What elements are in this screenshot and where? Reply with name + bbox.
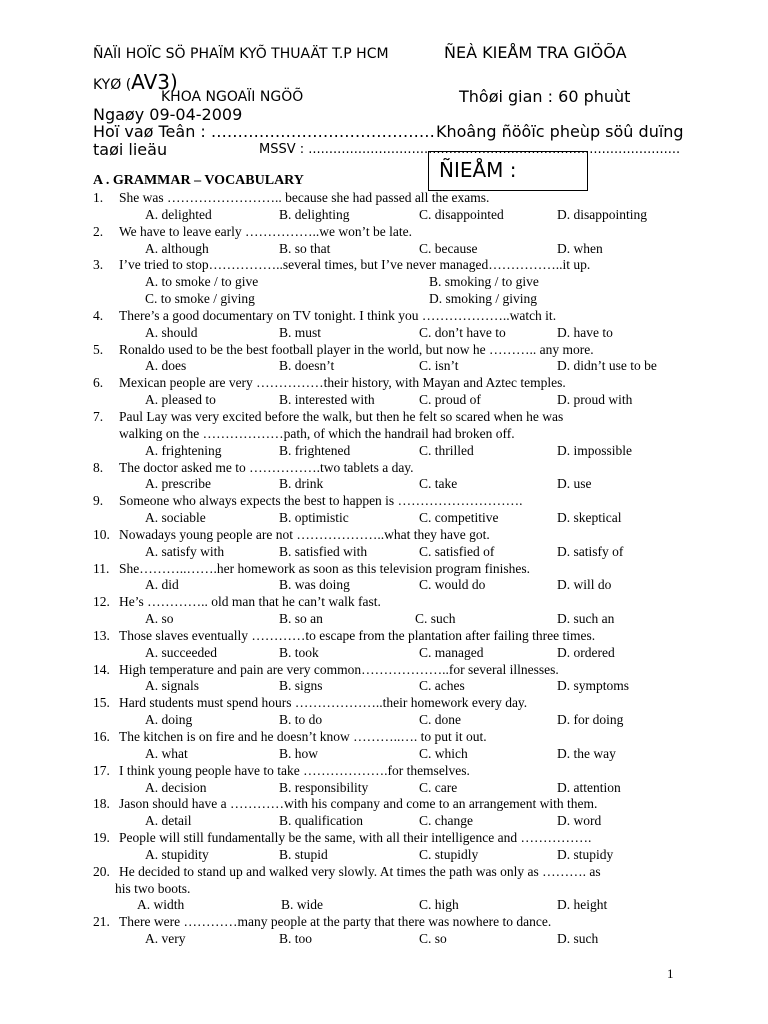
answer-options-row xyxy=(93,207,693,224)
question-stem xyxy=(93,628,693,645)
answer-option[interactable]: A. frightening xyxy=(145,442,222,458)
question-stem xyxy=(93,257,693,274)
answer-option[interactable]: D. the way xyxy=(557,745,616,761)
answer-option[interactable]: A. did xyxy=(145,577,179,593)
answer-option[interactable]: B. so an xyxy=(279,611,323,627)
answer-options-row xyxy=(93,544,693,561)
question-stem xyxy=(93,914,693,931)
answer-option[interactable]: C. done xyxy=(419,712,461,728)
question-stem-cont xyxy=(93,426,693,443)
question-stem xyxy=(93,409,693,426)
exam-date: Ngaøy 09-04-2009 xyxy=(93,105,243,124)
question-number: 13. xyxy=(93,627,110,643)
answer-option[interactable]: C. satisfied of xyxy=(419,543,495,559)
question-text: She was …………………….. because she had passed all the exams. xyxy=(119,190,490,205)
question-stem xyxy=(93,342,693,359)
answer-option[interactable]: A. should xyxy=(145,324,198,340)
score-box[interactable] xyxy=(428,151,588,191)
answer-option[interactable]: D. such an xyxy=(557,611,615,627)
answer-option[interactable]: D. will do xyxy=(557,577,612,593)
answer-option[interactable]: C. stupidly xyxy=(419,846,479,862)
answer-option[interactable]: B. must xyxy=(279,324,322,340)
answer-option[interactable]: B. was doing xyxy=(279,577,350,593)
answer-option[interactable]: C. thrilled xyxy=(419,442,474,458)
answer-option[interactable]: B. responsibility xyxy=(279,779,369,795)
question-text: Paul Lay was very excited before the walk, but then he felt so scared when he was xyxy=(119,408,564,424)
answer-option[interactable]: D. for doing xyxy=(557,712,624,728)
answer-option[interactable]: D. when xyxy=(557,240,603,256)
answer-option[interactable]: D. symptoms xyxy=(557,678,630,694)
school-name: ÑAÏI HOÏC SÖ PHAÏM KYÕ THUAÄT T.P HCM xyxy=(93,46,389,62)
answer-option[interactable]: A. succeeded xyxy=(145,644,217,660)
answer-options-row xyxy=(93,746,693,763)
question-text: I think young people have to take ……………….for themselves. xyxy=(119,762,470,778)
question-stem-cont xyxy=(93,881,693,898)
answer-option[interactable]: B. qualification xyxy=(279,813,363,829)
answer-option[interactable]: B. how xyxy=(279,745,319,761)
question-stem xyxy=(93,527,693,544)
answer-option[interactable]: B. so that xyxy=(279,240,331,256)
answer-option[interactable]: A. signals xyxy=(145,678,199,694)
answer-option[interactable]: C. so xyxy=(419,931,447,947)
answer-option[interactable]: D. skeptical xyxy=(557,510,622,526)
answer-option[interactable]: C. high xyxy=(419,897,459,913)
answer-options-row xyxy=(93,931,693,948)
answer-option[interactable]: C. would do xyxy=(419,577,486,593)
question-stem xyxy=(93,493,693,510)
question-number: 2. xyxy=(93,223,104,239)
question-number: 9. xyxy=(93,493,104,509)
answer-options-row xyxy=(93,645,693,662)
answer-options-row xyxy=(93,241,693,258)
answer-option[interactable]: D. ordered xyxy=(557,644,615,660)
question-text: People will still fundamentally be the same, with all their intelligence and ……………. xyxy=(119,830,592,846)
question-stem xyxy=(93,594,693,611)
answer-option[interactable]: D. didn’t use to be xyxy=(557,358,657,374)
answer-options-row xyxy=(93,392,693,409)
question-stem xyxy=(93,864,693,881)
question-number: 8. xyxy=(93,459,104,475)
answer-option[interactable]: D. have to xyxy=(557,324,613,340)
answer-option[interactable]: A. decision xyxy=(145,779,207,795)
answer-option[interactable]: D. stupidy xyxy=(557,846,614,862)
section-title: A . GRAMMAR – VOCABULARY xyxy=(93,173,304,188)
answer-option[interactable]: C. change xyxy=(419,813,473,829)
answer-option[interactable]: C. such xyxy=(415,611,456,627)
answer-option[interactable]: D. proud with xyxy=(557,392,633,408)
answer-option[interactable]: B. interested with xyxy=(279,392,375,408)
question-text: There’s a good documentary on TV tonight. I think you ………………..watch it. xyxy=(119,307,557,323)
question-text: The kitchen is on fire and he doesn’t know ………..…. to put it out. xyxy=(119,729,487,744)
answer-options-row xyxy=(93,813,693,830)
answer-option[interactable]: A. stupidity xyxy=(145,846,209,862)
no-documents-note: Khoâng ñöôïc pheùp söû duïng xyxy=(436,122,684,141)
question-text: Those slaves eventually …………to escape from the plantation after failing three times. xyxy=(119,627,596,643)
answer-option[interactable]: D. attention xyxy=(557,779,621,795)
department: KHOA NGOAÏI NGÖÕ xyxy=(161,89,304,105)
answer-option[interactable]: D. word xyxy=(557,813,602,829)
answer-options-row xyxy=(93,847,693,864)
answer-option[interactable]: B. smoking / to give xyxy=(429,274,539,290)
question-text: Nowadays young people are not ………………..what they have got. xyxy=(119,526,490,542)
answer-option[interactable]: C. which xyxy=(419,745,468,761)
answer-option[interactable]: A. very xyxy=(145,931,186,947)
question-stem xyxy=(93,375,693,392)
question-number: 17. xyxy=(93,762,110,778)
answer-option[interactable]: D. satisfy of xyxy=(557,543,624,559)
question-stem xyxy=(93,729,693,746)
question-stem xyxy=(93,460,693,477)
question-number: 11. xyxy=(93,560,110,576)
answer-option[interactable]: B. satisfied with xyxy=(279,543,368,559)
answer-options-row xyxy=(93,291,693,308)
question-text: He’s ………….. old man that he can’t walk fast. xyxy=(119,594,381,610)
question-number: 14. xyxy=(93,661,110,677)
answer-options-row xyxy=(93,897,693,914)
answer-option[interactable]: A. so xyxy=(145,611,174,627)
answer-option[interactable]: C. managed xyxy=(419,644,484,660)
question-number: 7. xyxy=(93,408,104,424)
answer-option[interactable]: B. wide xyxy=(281,897,323,913)
question-text: We have to leave early ……………..we won’t be late. xyxy=(119,223,412,239)
question-stem xyxy=(93,224,693,241)
question-text: He decided to stand up and walked very slowly. At times the path was only as ………. as xyxy=(119,863,601,879)
question-stem xyxy=(93,662,693,679)
question-number: 4. xyxy=(93,307,104,323)
answer-options-row xyxy=(93,510,693,527)
answer-option[interactable]: B. to do xyxy=(279,712,323,728)
exam-time: Thôøi gian : 60 phuùt xyxy=(459,87,631,106)
question-text: High temperature and pain are very common………………..for several illnesses. xyxy=(119,661,559,677)
question-text: walking on the ………………path, of which the handrail had broken off. xyxy=(119,425,515,441)
answer-options-row xyxy=(93,358,693,375)
answer-option[interactable]: A. width xyxy=(137,897,185,913)
answer-option[interactable]: B. delighting xyxy=(279,206,350,222)
answer-option[interactable]: C. disappointed xyxy=(419,206,504,222)
answer-option[interactable]: C. to smoke / giving xyxy=(145,291,255,307)
question-text: Jason should have a …………with his company and come to an arrangement with them. xyxy=(119,796,598,812)
question-stem xyxy=(93,695,693,712)
question-text: The doctor asked me to …………….two tablets a day. xyxy=(119,459,414,475)
answer-option[interactable]: D. impossible xyxy=(557,442,633,458)
answer-option[interactable]: C. take xyxy=(419,476,458,492)
answer-option[interactable]: C. because xyxy=(419,240,478,256)
no-documents-note-cont: taøi lieäu xyxy=(93,140,168,159)
question-number: 21. xyxy=(93,914,110,930)
student-id-field[interactable]: MSSV : .......................................................................................... xyxy=(259,142,681,157)
question-text: There were …………many people at the party that there was nowhere to dance. xyxy=(119,914,552,930)
question-number: 19. xyxy=(93,830,110,846)
question-stem xyxy=(93,763,693,780)
question-text: I’ve tried to stop……………..several times, but I’ve never managed……………..it up. xyxy=(119,257,591,273)
answer-option[interactable]: A. prescribe xyxy=(145,476,211,492)
answer-option[interactable]: A. sociable xyxy=(145,510,206,526)
answer-options-row xyxy=(93,780,693,797)
question-number: 1. xyxy=(93,190,104,205)
question-list xyxy=(93,190,693,948)
answer-option[interactable]: A. does xyxy=(145,358,187,374)
answer-options-row xyxy=(93,678,693,695)
answer-options-row xyxy=(93,712,693,729)
answer-option[interactable]: A. although xyxy=(145,240,209,256)
answer-option[interactable]: A. doing xyxy=(145,712,193,728)
answer-options-row xyxy=(93,476,693,493)
answer-option[interactable]: C. aches xyxy=(419,678,465,694)
question-text: Hard students must spend hours ………………..their homework every day. xyxy=(119,695,528,711)
answer-options-row xyxy=(93,443,693,460)
question-stem xyxy=(93,561,693,578)
answer-option[interactable]: D. disappointing xyxy=(557,206,647,222)
answer-options-row xyxy=(93,577,693,594)
question-number: 5. xyxy=(93,341,104,357)
answer-option[interactable]: C. care xyxy=(419,779,458,795)
question-text: Mexican people are very ……………their history, with Mayan and Aztec temples. xyxy=(119,375,566,391)
answer-options-row xyxy=(93,325,693,342)
answer-option[interactable]: B. signs xyxy=(279,678,323,694)
answer-options-row xyxy=(93,274,693,291)
answer-option[interactable]: C. proud of xyxy=(419,392,481,408)
question-number: 10. xyxy=(93,526,110,542)
question-text: Someone who always expects the best to happen is ………………………. xyxy=(119,493,523,509)
answer-option[interactable]: B. optimistic xyxy=(279,510,349,526)
answer-option[interactable]: A. to smoke / to give xyxy=(145,274,259,290)
question-stem xyxy=(93,830,693,847)
question-number: 15. xyxy=(93,695,110,711)
answer-option[interactable]: A. satisfy with xyxy=(145,543,225,559)
answer-option[interactable]: D. use xyxy=(557,476,592,492)
answer-option[interactable]: A. detail xyxy=(145,813,192,829)
page-number: 1 xyxy=(667,966,674,981)
answer-option[interactable]: D. such xyxy=(557,931,599,947)
answer-option[interactable]: B. frightened xyxy=(279,442,351,458)
question-text: his two boots. xyxy=(115,880,191,896)
class-code: AV3) xyxy=(131,70,178,94)
answer-option[interactable]: A. what xyxy=(145,745,188,761)
answer-option[interactable]: C. competitive xyxy=(419,510,499,526)
answer-option[interactable]: B. doesn’t xyxy=(279,358,335,374)
question-number: 12. xyxy=(93,594,110,610)
question-number: 6. xyxy=(93,375,104,391)
answer-option[interactable]: C. isn’t xyxy=(419,358,459,374)
answer-option[interactable]: C. don’t have to xyxy=(419,324,506,340)
question-text: Ronaldo used to be the best football player in the world, but now he ……….. any more. xyxy=(119,341,594,357)
answer-option[interactable]: A. pleased to xyxy=(145,392,216,408)
answer-option[interactable]: D. height xyxy=(557,897,608,913)
question-number: 16. xyxy=(93,729,110,744)
question-stem xyxy=(93,190,693,207)
score-label: ÑIEÅM : xyxy=(439,158,517,182)
answer-option[interactable]: B. drink xyxy=(279,476,324,492)
kyo-label: KYØ ( xyxy=(93,77,132,93)
answer-option[interactable]: B. too xyxy=(279,931,313,947)
answer-option[interactable]: D. smoking / giving xyxy=(429,291,538,307)
name-field[interactable]: Hoï vaø Teân : …………………………………… xyxy=(93,122,435,141)
question-number: 18. xyxy=(93,796,110,812)
question-stem xyxy=(93,308,693,325)
answer-option[interactable]: A. delighted xyxy=(145,206,212,222)
answer-option[interactable]: B. stupid xyxy=(279,846,328,862)
question-number: 20. xyxy=(93,863,110,879)
question-stem xyxy=(93,796,693,813)
answer-options-row xyxy=(93,611,693,628)
question-text: She………..…….her homework as soon as this television program finishes. xyxy=(119,560,530,576)
question-number: 3. xyxy=(93,257,104,273)
answer-option[interactable]: B. took xyxy=(279,644,319,660)
exam-title: ÑEÀ KIEÅM TRA GIÖÕA xyxy=(444,43,627,62)
